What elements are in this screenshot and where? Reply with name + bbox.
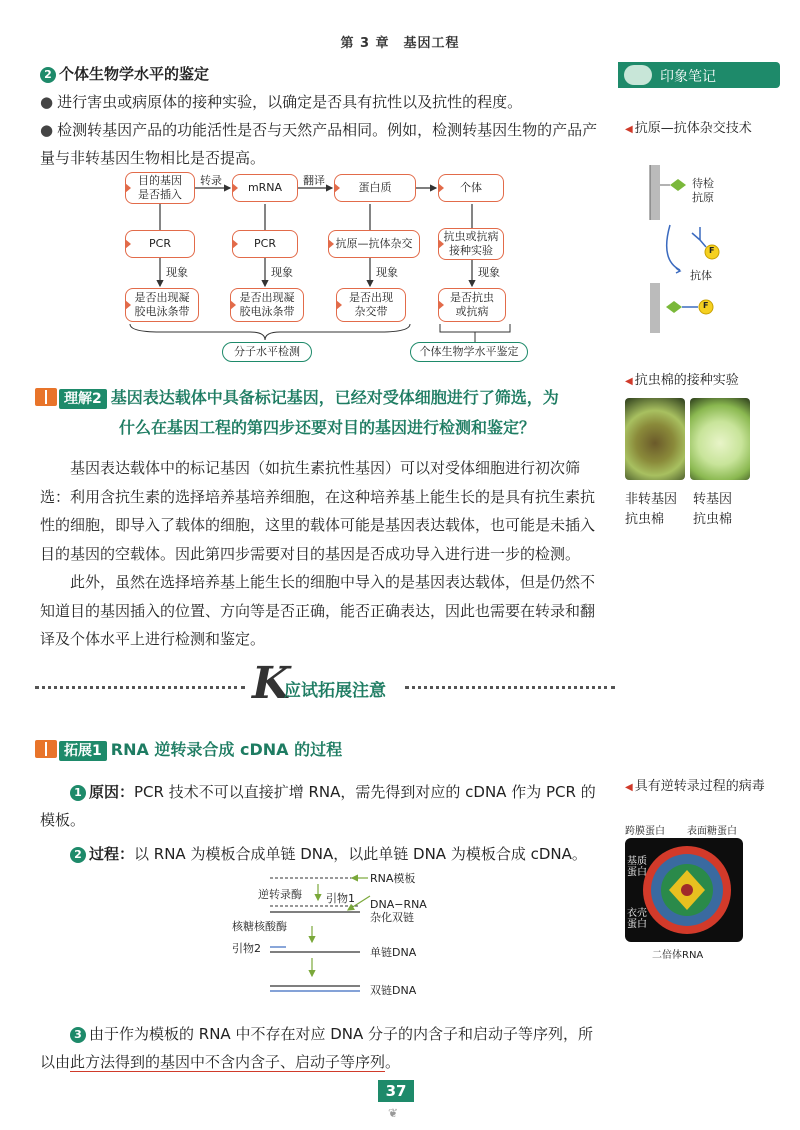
understand-heading [35, 383, 615, 443]
reverse-transcription-diagram [220, 870, 460, 1000]
phenomenon-label: 现象 [271, 266, 293, 279]
expand-item-2 [40, 840, 605, 868]
triangle-icon: ◀ [625, 124, 633, 135]
group-molecular: 分子水平检测 [222, 342, 312, 362]
f-label: F [709, 246, 715, 255]
notes-icon [624, 65, 652, 85]
virus-label-glycoprotein: 表面糖蛋白 [687, 826, 737, 837]
cotton-caption-2: 转基因 抗虫棉 [693, 492, 733, 527]
notes-title: 印象笔记 [660, 69, 716, 85]
triangle-icon: ◀ [625, 782, 633, 793]
item-text: 以 RNA 为模板合成单链 DNA，以此单链 DNA 为模板合成 cDNA。 [134, 845, 587, 863]
bullet-paragraph [40, 116, 605, 172]
flow-box-inoculation [438, 228, 504, 260]
antigen-antibody-diagram [640, 165, 760, 335]
flow-box-gene-insert [125, 172, 195, 204]
flow-box-antigen-antibody [328, 230, 420, 258]
banner-divider-right [405, 686, 615, 689]
phenomenon-label: 现象 [166, 266, 188, 279]
side-note-text: 具有逆转录过程的病毒 [634, 779, 765, 794]
box-text: 是否抗虫 或抗病 [450, 291, 494, 318]
expand-item-1 [40, 778, 605, 834]
section-heading [40, 60, 605, 88]
flow-box-individual [438, 174, 504, 202]
bullet-text: 进行害虫或病原体的接种实验，以确定是否具有抗性以及抗性的程度。 [57, 93, 523, 111]
arrow-label-transcription: 转录 [200, 174, 222, 187]
double-strand-label: 双链DNA [370, 984, 417, 997]
flow-box-result-3 [336, 288, 406, 322]
side-note-text: 抗原—抗体杂交技术 [634, 121, 752, 136]
number-badge: 1 [70, 785, 86, 801]
triangle-icon: ◀ [625, 376, 633, 387]
flow-box-result-1 [125, 288, 199, 322]
chapter-header: 第 3 章 基因工程 [340, 36, 460, 51]
banner-title: 应试拓展注意 [284, 681, 386, 701]
side-note-text: 抗虫棉的接种实验 [634, 373, 739, 388]
box-text: mRNA [247, 181, 283, 194]
box-text: 是否出现凝 胶电泳条带 [239, 291, 295, 318]
box-text: 是否出现凝 胶电泳条带 [134, 291, 190, 318]
virus-label-matrix: 基质 蛋白 [627, 856, 647, 878]
bullet-icon: ● [40, 93, 54, 111]
number-badge: 2 [40, 67, 56, 83]
virus-label-rna: 二倍体RNA [652, 950, 704, 961]
hybrid-label: DNA−RNA 杂化双链 [370, 898, 427, 924]
notes-title-bar [618, 62, 780, 88]
footer-ornament-icon: ❦ [388, 1106, 399, 1120]
understand-tag: 理解2 [59, 389, 107, 409]
virus-top-labels [625, 822, 775, 836]
page-number: 37 [378, 1080, 414, 1102]
bullet-paragraph [40, 88, 605, 116]
box-text: 抗虫或抗病 接种实验 [443, 230, 499, 257]
f-label: F [703, 301, 709, 310]
box-text: PCR [149, 237, 171, 250]
primer1-label: 引物1 [326, 892, 355, 905]
expand-tag: 拓展1 [59, 741, 107, 761]
single-strand-label: 单链DNA [370, 946, 417, 959]
flow-box-pcr-1 [125, 230, 195, 258]
flow-box-result-4 [438, 288, 506, 322]
box-text: 是否出现 杂交带 [349, 291, 393, 318]
exam-banner [250, 658, 410, 710]
expand-title: RNA 逆转录合成 cDNA 的过程 [110, 740, 343, 759]
question-line-1: 基因表达载体中具备标记基因，已经对受体细胞进行了筛选，为 [110, 388, 559, 407]
flow-box-protein [334, 174, 416, 202]
underlined-conclusion: 此方法得到的基因中不含内含子、启动子等序列 [70, 1053, 386, 1071]
transgenic-cotton-image [690, 398, 750, 480]
phenomenon-label: 现象 [478, 266, 500, 279]
rna-template-label: RNA模板 [370, 872, 416, 885]
side-note-1 [625, 118, 775, 141]
item-text: PCR 技术不可以直接扩增 RNA，需先得到对应的 cDNA 作为 PCR 的模板。 [40, 783, 596, 829]
antigen-label: 待检 抗原 [692, 177, 714, 204]
phenomenon-label: 现象 [376, 266, 398, 279]
arrow-label-translation: 翻译 [303, 174, 325, 187]
expand-heading [35, 735, 615, 765]
book-icon [35, 388, 57, 406]
flow-box-pcr-2 [232, 230, 298, 258]
box-text: 个体 [460, 181, 482, 194]
bullet-icon: ● [40, 121, 54, 139]
virus-image [625, 838, 743, 942]
group-individual: 个体生物学水平鉴定 [410, 342, 528, 362]
rt-enzyme-label: 逆转录酶 [258, 888, 302, 901]
box-text: PCR [254, 237, 276, 250]
detection-flowchart [120, 170, 540, 370]
number-badge: 3 [70, 1027, 86, 1043]
flow-box-mrna [232, 174, 298, 202]
expand-item-3 [40, 1020, 605, 1076]
item-text: 由于作为模板的 RNA 中不存在对应 DNA 分子的内含子和启动子等序列，所以由 [40, 1025, 594, 1071]
item-label: 原因： [89, 783, 135, 801]
box-text: 抗原—抗体杂交 [335, 237, 413, 250]
number-badge: 2 [70, 847, 86, 863]
primer2-label: 引物2 [232, 942, 261, 955]
banner-letter: K [252, 658, 291, 709]
cotton-caption-1: 非转基因 抗虫棉 [625, 492, 678, 527]
antibody-label: 抗体 [690, 269, 712, 282]
book-icon [35, 740, 57, 758]
non-transgenic-cotton-image [625, 398, 685, 480]
side-note-2 [625, 370, 775, 393]
item-text: 。 [385, 1053, 401, 1071]
question-line-2: 什么在基因工程的第四步还要对目的基因进行检测和鉴定？ [119, 418, 536, 437]
bullet-text: 检测转基因产品的功能活性是否与天然产品相同。例如，检测转基因生物的产品产量与非转基因生物相比是否提高。 [40, 121, 598, 167]
item-label: 过程： [89, 845, 135, 863]
flow-box-result-2 [230, 288, 304, 322]
side-note-3 [625, 776, 775, 799]
box-text: 蛋白质 [358, 181, 392, 194]
section-heading-text: 个体生物学水平的鉴定 [59, 65, 210, 83]
banner-divider-left [35, 686, 245, 689]
answer-paragraph-1: 基因表达载体中的标记基因（如抗生素抗性基因）可以对受体细胞进行初次筛选：利用含抗生素的选择培养基培养细胞，在这种培养基上能生长的是具有抗生素抗性的细胞，即导入了载体的细胞，这里的载体可能是基因表达载体，也可能是未插入目的基因的空载体。因此第四步需要对目的基因是否成功导入进行进一步的检测。 [40, 459, 596, 563]
answer-paragraph-2: 此外，虽然在选择培养基上能生长的细胞中导入的是基因表达载体，但是仍然不知道目的基因插入的位置、方向等是否正确，能否正确表达，因此也需要在转录和翻译及个体水平上进行检测和鉴定。 [40, 573, 596, 648]
box-text: 目的基因 是否插入 [138, 174, 182, 201]
virus-label-capsid: 衣壳 蛋白 [627, 908, 647, 930]
virus-label-transmembrane: 跨膜蛋白 [625, 826, 665, 837]
rnase-label: 核糖核酸酶 [232, 920, 287, 933]
